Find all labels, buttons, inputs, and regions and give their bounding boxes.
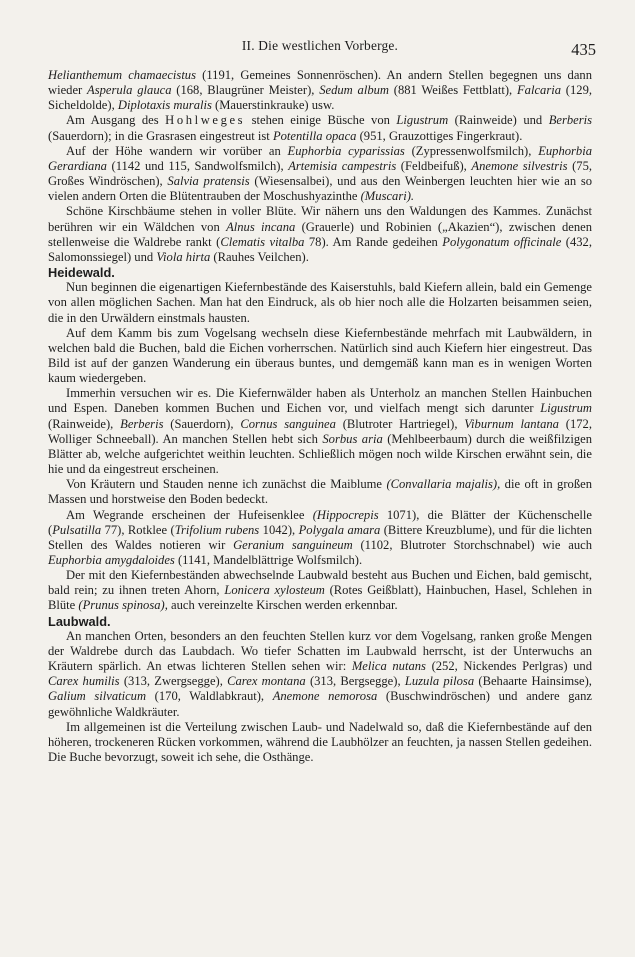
text-run: (313, Zwergsegge), — [119, 674, 228, 689]
text-run: (432, Salomonssiegel) und — [48, 234, 592, 264]
text-run: (1142 und 115, Sandwolfsmilch), — [106, 158, 289, 173]
text-run: (881 Weißes Fettblatt), — [389, 83, 517, 98]
paragraph — [48, 68, 592, 113]
page-number: 435 — [571, 40, 596, 59]
section-heading: Laubwald. — [48, 613, 111, 629]
section-heading: Heidewald. — [48, 265, 115, 281]
paragraph — [48, 629, 592, 720]
species-name: Viburnum lantana — [464, 416, 559, 431]
species-name: Euphorbia Gerardiana — [48, 143, 592, 173]
text-run: (Blutroter Hartriegel), — [335, 416, 465, 431]
text-run: Von Kräutern und Stauden nenne ich zunächst die Maiblume — [66, 477, 387, 492]
species-name: Trifolium rubens — [174, 522, 260, 537]
text-run: (Mehlbeerbaum) durch die weißfilzigen Blätter ab, welche aufgerichtet weithin leuchten. Schließlich mögen noch wilde Kirschen erwähnt sein, die hie und da eingestreut erscheinen. — [48, 431, 593, 477]
species-name: Sorbus aria — [322, 431, 383, 446]
text-run: Im allgemeinen ist die Verteilung zwischen Laub- und Nadelwald so, daß die Kiefernbestände auf den höheren, trockeneren Rücken vorkommen, während die Laubhölzer an feuchten, ja nassen Stellen gedeihen. Die Buche bevorzugt, soweit ich sehe, die Osthänge. — [48, 719, 592, 765]
species-name: Diplotaxis muralis — [117, 98, 212, 113]
species-name: (Prunus spinosa), — [78, 598, 168, 613]
species-name: Pulsatilla — [52, 522, 102, 537]
text-run: (1191, Gemeines Sonnenröschen). An andern Stellen begegnen uns dann wieder — [48, 68, 592, 98]
text-run: (1141, Mandelblättrige Wolfsmilch). — [174, 553, 363, 567]
species-name: Carex montana — [227, 674, 306, 689]
species-name: Carex humilis — [48, 674, 120, 689]
paragraph — [48, 204, 592, 265]
text-run: 78). Am Rande gedeihen — [304, 234, 443, 249]
species-name: Anemone silvestris — [471, 158, 568, 173]
species-name: Lonicera xylosteum — [224, 583, 325, 598]
text-run: (170, Waldlabkraut), — [146, 689, 273, 704]
text-run: Am Wegrande erscheinen der Hufeisenklee — [66, 507, 313, 522]
page-body — [48, 68, 592, 765]
text-run: (Rotes Geißblatt), Hainbuchen, Hasel, Schlehen in Blüte — [48, 583, 592, 613]
paragraph — [48, 508, 592, 569]
text-run: (129, Sicheldolde), — [48, 83, 593, 113]
species-name: Salvia pratensis — [167, 174, 250, 189]
species-name: Cornus sanguinea — [240, 416, 336, 431]
text-run: (Bittere Kreuzblume), und für die lichten Stellen des Waldes notieren wir — [48, 522, 592, 552]
paragraph — [48, 113, 592, 143]
text-run: Am Ausgang des — [66, 113, 166, 128]
text-run: (Feldbeifuß), — [396, 158, 472, 173]
species-name: Melica nutans — [351, 659, 426, 674]
page-header — [48, 32, 596, 59]
text-run: (Behaarte Hainsimse), — [474, 674, 592, 689]
text-run: 77), Rotklee ( — [101, 522, 175, 537]
species-name: Artemisia campestris — [288, 158, 397, 173]
species-name: (Convallaria majalis), — [386, 477, 501, 492]
species-name: Polygonatum officinale — [442, 234, 562, 249]
text-run: stehen einige Büsche von — [245, 113, 397, 128]
species-name: Berberis — [120, 416, 164, 431]
species-name: Berberis — [548, 113, 593, 128]
species-name: Sedum album — [319, 83, 389, 98]
text-run: (168, Blaugrüner Meister), — [171, 83, 320, 98]
species-name: Falcaria — [516, 83, 562, 98]
paragraph — [48, 144, 592, 205]
species-name: Ligustrum — [396, 113, 449, 128]
text-run: Schöne Kirschbäume stehen in voller Blüte. Wir nähern uns den Waldungen des Kammes. Zunächst berühren wir ein Wäldchen von — [48, 204, 592, 234]
text-run: (Zypressenwolfsmilch), — [404, 143, 539, 158]
species-name: Viola hirta — [156, 249, 211, 264]
text-run: (172, Wolliger Schneeball). An manchen Stellen hebt sich — [48, 416, 592, 446]
species-name: Ligustrum — [540, 401, 592, 416]
text-run: An manchen Orten, besonders an den feuchten Stellen kurz vor dem Vogelsang, ranken große Mengen der Waldrebe durch das Laubdach. Wo tiefer Schatten im Laubwald herrscht, ist der Unterwuchs an Kräutern spärlich. An etwas lichteren Stellen sehen wir: — [48, 628, 592, 674]
species-name: Helianthemum chamaecistus — [48, 68, 196, 82]
text-run: Auf der Höhe wandern wir vorüber an — [66, 143, 288, 158]
text-run: (Wiesensalbei), und aus den Weinbergen leuchten hier wie an so vielen andern Orten die Blütentrauben der Moschushyazinthe — [48, 174, 592, 204]
species-name: Asperula glauca — [87, 83, 172, 98]
text-run: (Rainweide) und — [448, 113, 549, 128]
text-run: Hohlweges — [165, 113, 246, 128]
text-run: die oft in großen Massen und horstweise den Boden bedeckt. — [48, 477, 592, 507]
species-name: Euphorbia cyparissias — [287, 143, 405, 158]
text-run: Immerhin versuchen wir es. Die Kiefernwälder haben als Unterholz an manchen Stellen Hainbuchen und Espen. Daneben kommen Buchen und Eichen vor, und vielfach mengt sich darunter — [48, 386, 592, 416]
text-run: (Sauerdorn), — [163, 416, 241, 431]
text-run: Nun beginnen die eigenartigen Kiefernbestände des Kaiserstuhls, bald Kiefern allein, bald ein Gemenge von allen möglichen Sachen. Man hat den Eindruck, als ob hier noch alle die Holzarten beisammen seien, die in den Urwäldern einstmals hausten. — [48, 280, 592, 325]
paragraph — [48, 477, 592, 507]
species-name: Clematis vitalba — [220, 234, 305, 249]
text-run: (75, Großes Windröschen), — [48, 158, 593, 189]
paragraph — [48, 326, 592, 387]
text-run: (1102, Blutroter Storchschnabel) wie auch — [352, 537, 592, 552]
paragraph — [48, 280, 592, 325]
text-run: (Mauerstinkrauke) usw. — [211, 98, 335, 113]
text-run: (Sauerdorn); in die Grasrasen eingestreut ist — [48, 128, 273, 143]
species-name: Alnus incana — [226, 219, 296, 234]
text-run: (Buschwindröschen) und andere ganz gewöhnliche Waldkräuter. — [48, 689, 592, 719]
text-run: (252, Nickendes Perlgras) und — [425, 659, 593, 674]
paragraph — [48, 386, 592, 477]
species-name: Luzula pilosa — [404, 674, 475, 689]
text-run: (Grauerle) und Robinien („Akazien“), zwischen denen stellenweise die Waldrebe rankt ( — [48, 219, 592, 249]
species-name: Anemone nemorosa — [272, 689, 378, 704]
paragraph — [48, 720, 592, 765]
species-name: (Hippocrepis — [312, 507, 379, 522]
species-name: (Muscari). — [360, 189, 415, 204]
text-run: (313, Bergsegge), — [305, 674, 405, 689]
text-run: (951, Grauzottiges Fingerkraut). — [356, 128, 523, 143]
species-name: Euphorbia amygdaloides — [48, 553, 175, 567]
text-run: (Rainweide), — [48, 416, 121, 431]
text-run: Der mit den Kiefernbeständen abwechselnde Laubwald besteht aus Buchen und Eichen, bald gemischt, bald rein; zu ihnen treten Ahorn, — [48, 568, 592, 598]
species-name: Polygala amara — [298, 522, 381, 537]
text-run: auch vereinzelte Kirschen werden erkennbar. — [167, 598, 398, 613]
species-name: Galium silvaticum — [48, 689, 147, 704]
text-run: Auf dem Kamm bis zum Vogelsang wechseln diese Kiefernbestände mehrfach mit Laubwäldern, in welchen bald die Buchen, bald die Eichen vorherrschen. Natürlich sind auch Kiefern hier eingestreut. Das Bild ist auf der ganzen Wanderung ein überaus buntes, und demgemäß kann man es in wenigen Worten kaum wiedergeben. — [48, 325, 592, 386]
text-run: 1071), die Blätter der Küchenschelle ( — [48, 507, 592, 537]
paragraph — [48, 568, 592, 613]
text-run: 1042), — [259, 522, 299, 537]
running-title: II. Die westlichen Vorberge. — [241, 38, 399, 53]
text-run: (Rauhes Veilchen). — [210, 249, 309, 264]
species-name: Geranium sanguineum — [233, 537, 353, 552]
species-name: Potentilla opaca — [272, 128, 357, 143]
